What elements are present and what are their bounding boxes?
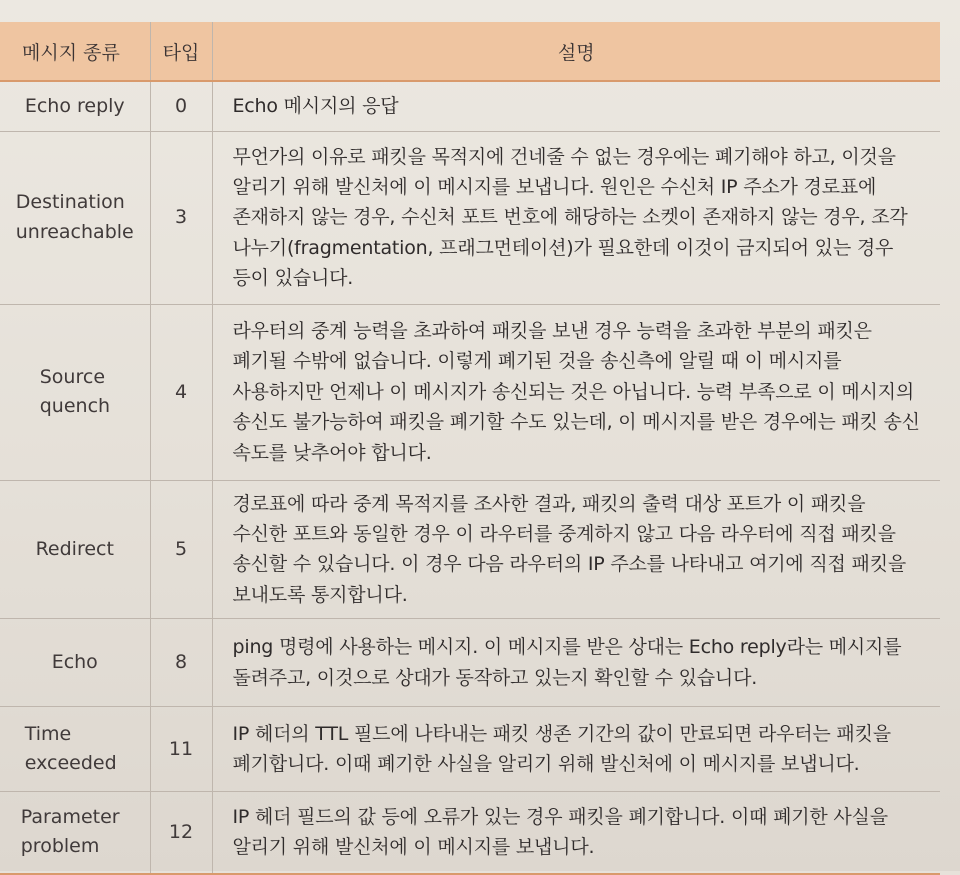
cell-type	[0, 707, 150, 792]
table-row-echo	[0, 619, 940, 707]
header-message-type: 메시지 종류	[0, 22, 150, 81]
cell-type	[0, 131, 150, 304]
cell-description: IP 헤더 필드의 값 등에 오류가 있는 경우 패킷을 폐기합니다. 이때 폐기한 사실을 알리기 위해 발신처에 이 메시지를 보냅니다.	[212, 792, 940, 874]
type-label: Source quench	[39, 365, 111, 417]
cell-description: Echo 메시지의 응답	[212, 81, 940, 131]
table-row-echo-reply	[0, 81, 940, 131]
cell-number: 12	[150, 792, 212, 874]
cell-type	[0, 480, 150, 619]
type-label: Echo	[51, 651, 98, 674]
icmp-message-table	[0, 22, 940, 875]
cell-number: 0	[150, 81, 212, 131]
table-row-destination-unreachable	[0, 131, 940, 304]
type-label: Parameter problem	[20, 805, 120, 858]
table-row-time-exceeded	[0, 707, 940, 792]
cell-type	[0, 304, 150, 480]
type-label: Redirect	[35, 538, 114, 561]
cell-description: 라우터의 중계 능력을 초과하여 패킷을 보낸 경우 능력을 초과한 부분의 패킷은 폐기될 수밖에 없습니다. 이렇게 폐기된 것을 송신측에 알릴 때 이 메시지를 사용하지만 언제나 이 메시지가 송신되는 것은 아닙니다. 능력 부족으로 이 메시지의 송신도 불가능하여 패킷을 폐기할 수도 있는데, 이 메시지를 받은 경우에는 패킷 송신 속도를 낮추어야 합니다.	[212, 304, 940, 480]
cell-number: 11	[150, 707, 212, 792]
header-type-number: 타입	[150, 22, 212, 81]
type-label: Echo reply	[24, 95, 125, 118]
cell-number: 3	[150, 131, 212, 304]
cell-type	[0, 792, 150, 874]
table-header-row	[0, 22, 940, 81]
cell-number: 8	[150, 619, 212, 707]
cell-type	[0, 619, 150, 707]
type-label: Destination unreachable	[15, 191, 134, 243]
cell-description: ping 명령에 사용하는 메시지. 이 메시지를 받은 상대는 Echo reply라는 메시지를 돌려주고, 이것으로 상대가 동작하고 있는지 확인할 수 있습니다.	[212, 619, 940, 707]
type-label: Time exceeded	[24, 722, 117, 775]
table-row-parameter-problem	[0, 792, 940, 874]
cell-number: 4	[150, 304, 212, 480]
cell-type	[0, 81, 150, 131]
table-row-redirect	[0, 480, 940, 619]
cell-number: 5	[150, 480, 212, 619]
cell-description: IP 헤더의 TTL 필드에 나타내는 패킷 생존 기간의 값이 만료되면 라우터는 패킷을 폐기합니다. 이때 폐기한 사실을 알리기 위해 발신처에 이 메시지를 보냅니다.	[212, 707, 940, 792]
header-description: 설명	[212, 22, 940, 81]
table-row-source-quench	[0, 304, 940, 480]
cell-description: 무언가의 이유로 패킷을 목적지에 건네줄 수 없는 경우에는 폐기해야 하고, 이것을 알리기 위해 발신처에 이 메시지를 보냅니다. 원인은 수신처 IP 주소가 경로표에 존재하지 않는 경우, 수신처 포트 번호에 해당하는 소켓이 존재하지 않는 경우, 조각 나누기(fragmentation, 프래그먼테이션)가 필요한데 이것이 금지되어 있는 경우 등이 있습니다.	[212, 131, 940, 304]
cell-description: 경로표에 따라 중계 목적지를 조사한 결과, 패킷의 출력 대상 포트가 이 패킷을 수신한 포트와 동일한 경우 이 라우터를 중계하지 않고 다음 라우터에 직접 패킷을 송신할 수 있습니다. 이 경우 다음 라우터의 IP 주소를 나타내고 여기에 직접 패킷을 보내도록 통지합니다.	[212, 480, 940, 619]
